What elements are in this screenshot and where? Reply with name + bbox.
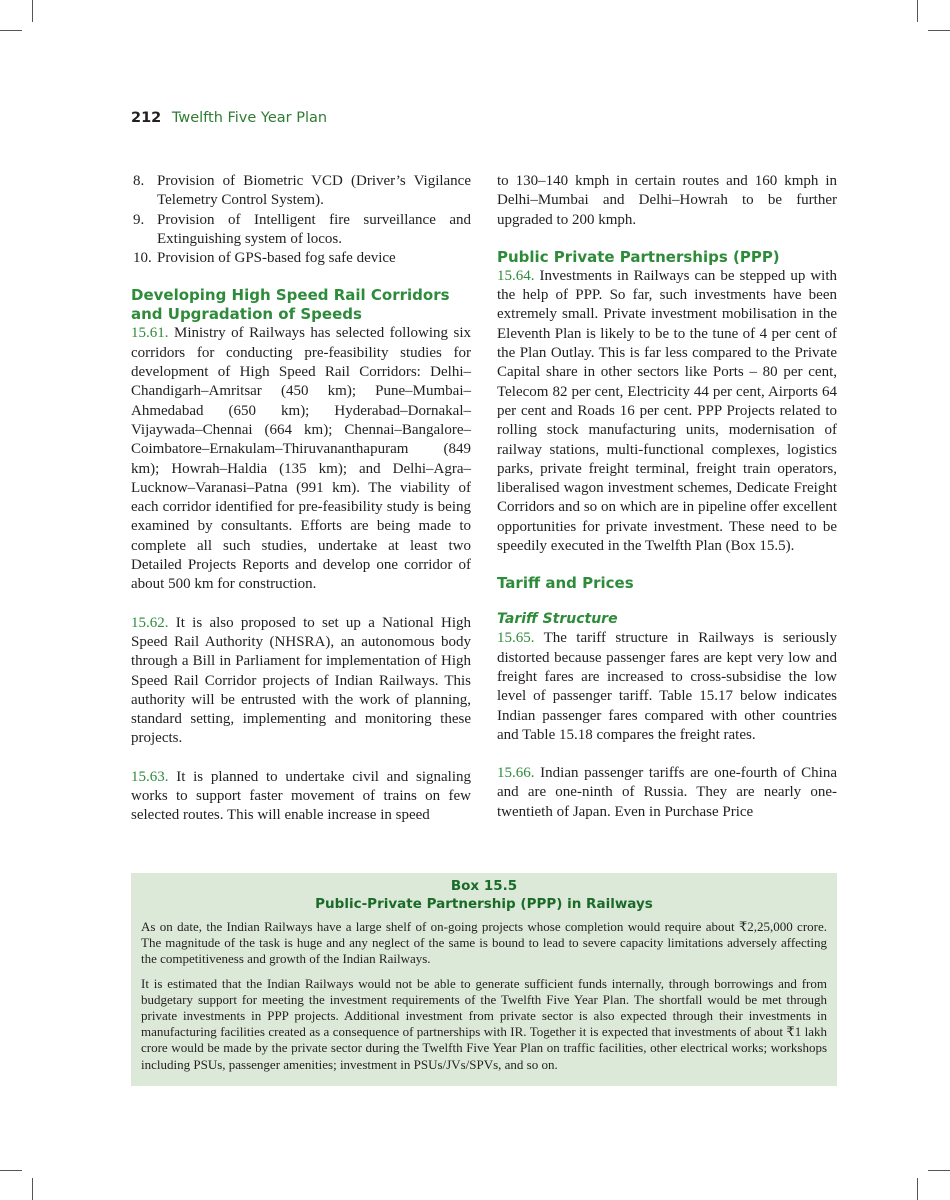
paragraph-15-66 [497,764,837,822]
paragraph-15-65 [497,629,837,745]
box-paragraph: As on date, the Indian Railways have a large shelf of on-going projects whose completion would require about ₹2,25,000 crore. The magnitude of the task is huge and any neglect of the same is bound to lead to severe capacity limitations adversely affecting the competitiveness and growth of the Indian Railways. [141,919,827,967]
paragraph-15-63 [131,768,471,826]
paragraph-15-62 [131,614,471,749]
paragraph-number: 15.66. [497,765,535,782]
list-text: Provision of Biometric VCD (Driver’s Vigilance Telemetry Control System). [157,173,471,209]
list-number: 9. [133,211,145,228]
crop-mark [928,1170,950,1171]
box-15-5 [131,873,837,1086]
crop-mark [917,0,918,22]
paragraph-text: Investments in Railways can be stepped up with the help of PPP. So far, such investments have been extremely small. Private investment mobilisation in the Eleventh Plan is likely to be to the tune of 4 per cent of the Plan Outlay. This is far less compared to the Private Capital share in other sectors like Ports – 80 per cent, Telecom 82 per cent, Electricity 44 per cent, Airports 64 per cent and Roads 16 per cent. PPP Projects related to rolling stock manufacturing units, modernisation of railway stations, multi-functional complexes, logistics parks, private freight terminal, freight train operators, liberalised wagon investment schemes, Dedicate Freight Corridors and so on which are in pipeline offer excellent opportunities for private investment. These need to be speedily executed in the Twelfth Plan (Box 15.5). [497,267,837,555]
crop-mark [928,30,950,31]
list-item [131,211,471,250]
paragraph-text: Indian passenger tariffs are one-fourth of China and are one-ninth of Russia. They are nearly one-twentieth of Japan. Even in Purchase Price [497,765,837,820]
page-number: 212 [131,110,162,126]
list-text: Provision of GPS-based fog safe device [157,250,396,267]
crop-mark [917,1178,918,1200]
running-header [131,110,327,126]
paragraph-number: 15.63. [131,768,169,785]
section-heading-tariff: Tariff and Prices [497,574,634,593]
list-number: 10. [133,250,152,267]
list-number: 8. [133,173,145,189]
left-column [131,172,471,826]
paragraph-text: Ministry of Railways has selected following six corridors for conducting pre-feasibility studies for development of High Speed Rail Corridors: Delhi–Chandigarh–Amritsar (450 km); Pune–Mumbai–Ahmedabad (650 km); Hyderabad–Dornakal–Vijaywada–Chennai (664 km); Chennai–Bangalore–Coimbatore–Ernakulam–Thiruvananthapuram (849 km); Howrah–Haldia (135 km); and Delhi–Agra–Lucknow–Varanasi–Patna (991 km). The viability of each corridor identified for pre-feasibility study is being examined by consultants. Efforts are being made to complete all such studies, undertake at least two Detailed Projects Reports and develop one corridor of about 500 km for construction. [131,325,471,593]
section-heading-high-speed: Developing High Speed Rail Corridors and Upgradation of Speeds [131,286,450,324]
list-item [131,172,471,211]
section-heading-ppp: Public Private Partnerships (PPP) [497,247,780,266]
box-title: Public-Private Partnership (PPP) in Railways [315,896,653,912]
paragraph-15-64 [497,267,837,556]
right-column [497,172,837,822]
crop-mark [32,0,33,22]
box-paragraph: It is estimated that the Indian Railways would not be able to generate sufficient funds internally, through borrowings and from budgetary support for meeting the investment requirements of the Twelfth Five Year Plan. The shortfall would be met through private investments in PPP projects. Additional investment from private sector is also expected through their investments in manufacturing facilities created as a consequence of partnerships with IR. Together it is expected that investments of about ₹1 lakh crore would be made by the private sector during the Twelfth Five Year Plan on traffic facilities, other electrical works; workshops including PSUs, passenger amenities; investment in PSUs/JVs/SPVs, and so on. [141,975,827,1072]
crop-mark [0,30,22,31]
paragraph-number: 15.64. [497,267,535,284]
paragraph-number: 15.62. [131,614,169,631]
numbered-list [131,172,471,268]
paragraph-text: It is also proposed to set up a National High Speed Rail Authority (NHSRA), an autonomous body through a Bill in Parliament for implementation of High Speed Rail Corridor projects of Indian Railways. This authority will be entrusted with the work of planning, standard setting, implementing and monitoring these projects. [131,614,472,747]
crop-mark [0,1170,22,1171]
list-text: Provision of Intelligent fire surveillance and Extinguishing system of locos. [157,211,471,247]
paragraph-number: 15.65. [497,630,535,647]
continuation-paragraph: to 130–140 kmph in certain routes and 160 kmph in Delhi–Mumbai and Delhi–Howrah to be further upgraded to 200 kmph. [497,173,837,228]
subheading-tariff-structure: Tariff Structure [497,611,618,628]
paragraph-15-61 [131,324,471,594]
paragraph-number: 15.61. [131,325,169,342]
paragraph-text: It is planned to undertake civil and signaling works to support faster movement of trains on few selected routes. This will enable increase in speed [131,768,471,824]
paragraph-text: The tariff structure in Railways is seriously distorted because passenger fares are kept very low and freight fares are increased to cross-subsidise the low level of passenger tariff. Table 15.17 below indicates Indian passenger fares compared with other countries and Table 15.18 compares the freight rates. [497,630,837,743]
list-item [131,249,471,268]
header-title: Twelfth Five Year Plan [171,110,328,126]
crop-mark [32,1178,33,1200]
box-label: Box 15.5 [450,878,518,894]
